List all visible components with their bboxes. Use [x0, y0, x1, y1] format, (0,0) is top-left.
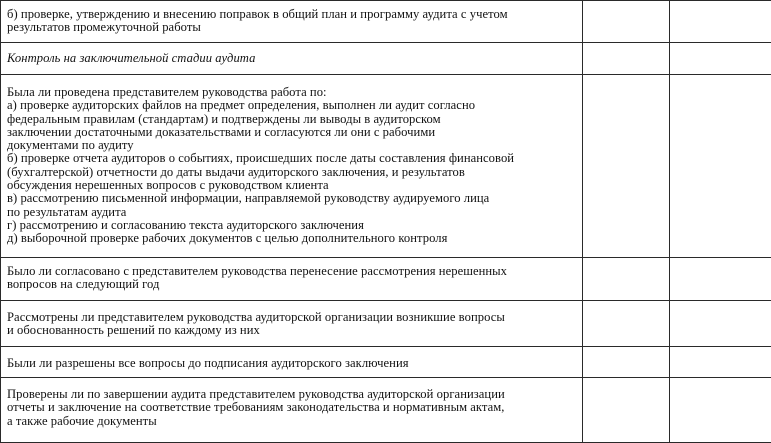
question-line: (бухгалтерской) отчетности до даты выдачи аудиторского заключения, и результатов — [7, 166, 576, 179]
question-line: Были ли разрешены все вопросы до подписания аудиторского заключения — [7, 357, 576, 370]
checklist-row — [1, 75, 771, 258]
question-line: федеральным правилам (стандартам) и подтверждены ли выводы в аудиторском — [7, 113, 576, 126]
question-cell — [1, 378, 583, 443]
answer-cell-no[interactable] — [670, 378, 771, 443]
question-cell — [1, 1, 583, 43]
question-line: документами по аудиту — [7, 139, 576, 152]
question-line: результатов промежуточной работы — [7, 21, 576, 34]
answer-cell-no[interactable] — [670, 43, 771, 75]
checklist-row — [1, 301, 771, 347]
question-line: г) рассмотрению и согласованию текста аудиторского заключения — [7, 219, 576, 232]
question-cell — [1, 347, 583, 378]
answer-cell-no[interactable] — [670, 258, 771, 301]
answer-cell-no[interactable] — [670, 1, 771, 43]
answer-cell-yes[interactable] — [583, 258, 670, 301]
answer-cell-no[interactable] — [670, 75, 771, 258]
section-title-cell — [1, 43, 583, 75]
question-line: по результатам аудита — [7, 206, 576, 219]
answer-cell-yes[interactable] — [583, 301, 670, 347]
checklist-row — [1, 1, 771, 43]
checklist-row — [1, 347, 771, 378]
answer-cell-no[interactable] — [670, 347, 771, 378]
question-line: Было ли согласовано с представителем руководства перенесение рассмотрения нерешенных — [7, 265, 576, 278]
question-line: заключении достаточными доказательствами и согласуются ли они с рабочими — [7, 126, 576, 139]
checklist-section-row — [1, 43, 771, 75]
question-line: Была ли проведена представителем руководства работа по: — [7, 86, 576, 99]
question-line: обсуждения нерешенных вопросов с руководством клиента — [7, 179, 576, 192]
answer-cell-yes[interactable] — [583, 347, 670, 378]
answer-cell-yes[interactable] — [583, 378, 670, 443]
question-line: Проверены ли по завершении аудита представителем руководства аудиторской организации — [7, 388, 576, 401]
checklist-row — [1, 378, 771, 443]
question-line: в) рассмотрению письменной информации, направляемой руководству аудируемого лица — [7, 192, 576, 205]
question-line: б) проверке отчета аудиторов о событиях, происшедших после даты составления финансовой — [7, 152, 576, 165]
answer-cell-yes[interactable] — [583, 1, 670, 43]
question-line: а также рабочие документы — [7, 415, 576, 428]
question-line: б) проверке, утверждению и внесению поправок в общий план и программу аудита с учетом — [7, 8, 576, 21]
checklist-row — [1, 258, 771, 301]
answer-cell-yes[interactable] — [583, 75, 670, 258]
question-cell — [1, 258, 583, 301]
question-line: Рассмотрены ли представителем руководства аудиторской организации возникшие вопросы — [7, 311, 576, 324]
section-title: Контроль на заключительной стадии аудита — [7, 52, 576, 65]
question-line: а) проверке аудиторских файлов на предмет определения, выполнен ли аудит согласно — [7, 99, 576, 112]
question-line: и обоснованность решений по каждому из них — [7, 324, 576, 337]
question-line: отчеты и заключение на соответствие требованиям законодательства и нормативным актам, — [7, 401, 576, 414]
answer-cell-no[interactable] — [670, 301, 771, 347]
question-cell — [1, 301, 583, 347]
answer-cell-yes[interactable] — [583, 43, 670, 75]
question-cell — [1, 75, 583, 258]
question-line: д) выборочной проверке рабочих документов с целью дополнительного контроля — [7, 232, 576, 245]
question-line: вопросов на следующий год — [7, 278, 576, 291]
